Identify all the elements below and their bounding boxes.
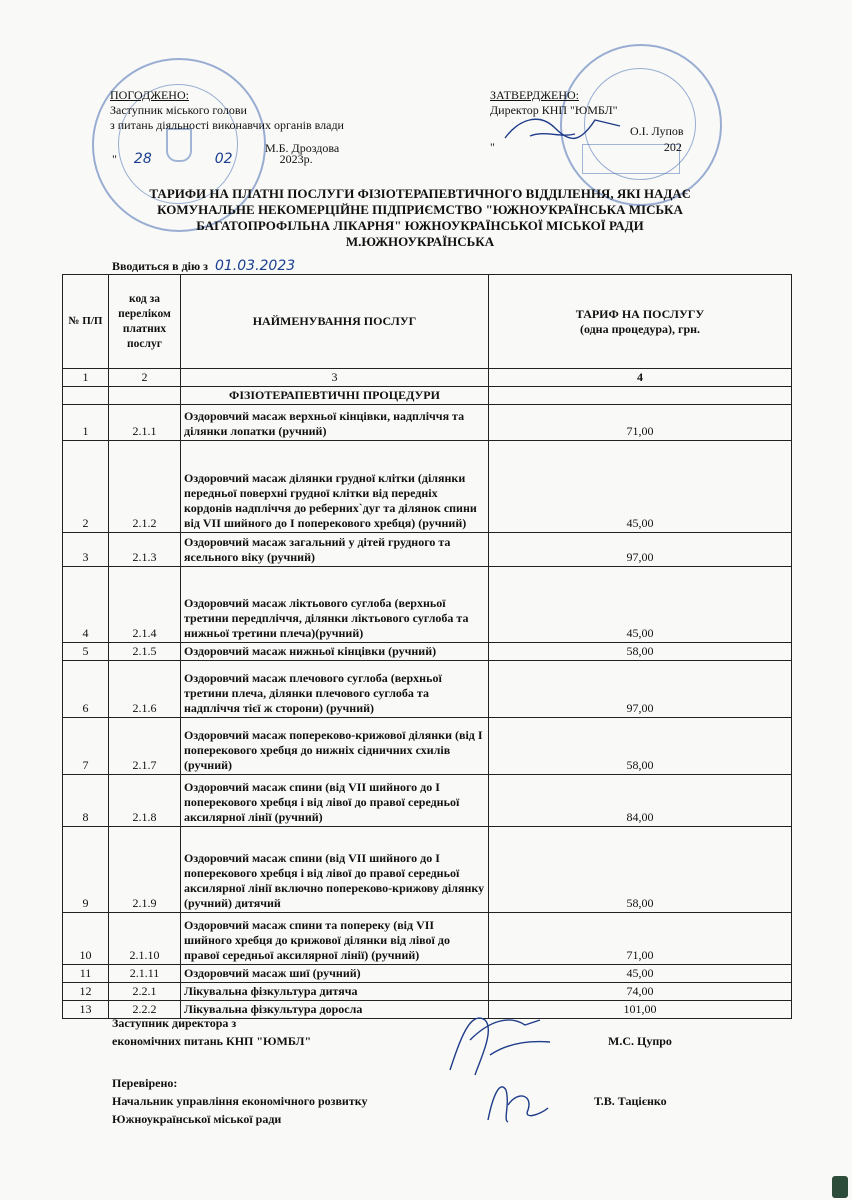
- head-signature: [478, 1070, 558, 1130]
- row-service-name: Оздоровчий масаж верхньої кінцівки, надпліччя та ділянки лопатки (ручний): [181, 405, 489, 441]
- row-service-name: Оздоровчий масаж нижньої кінцівки (ручний): [181, 643, 489, 661]
- row-price: 97,00: [489, 661, 792, 718]
- deputy-line2: економічних питань КНП "ЮМБЛ": [112, 1034, 312, 1048]
- title-line-4: М.ЮЖНОУКРАЇНСЬКА: [345, 234, 495, 249]
- table-row: [63, 775, 792, 827]
- table-header-row: [63, 275, 792, 369]
- row-code: 2.1.8: [109, 775, 181, 827]
- row-service-name: Оздоровчий масаж загальний у дітей грудного та ясельного віку (ручний): [181, 533, 489, 567]
- approval-left-block: [110, 88, 344, 133]
- tariff-table: [62, 274, 792, 1019]
- approval-left-date-month: 02: [214, 151, 233, 167]
- approval-left-name: М.Б. Дроздова: [265, 141, 340, 155]
- director-signature: [500, 108, 630, 148]
- title-line-2: КОМУНАЛЬНЕ НЕКОМЕРЦІЙНЕ ПІДПРИЄМСТВО "ЮЖНОУКРАЇНСЬКА МІСЬКА: [157, 202, 683, 217]
- head-name: Т.В. Тацієнко: [594, 1094, 667, 1108]
- deputy-name: М.С. Цупро: [608, 1034, 672, 1048]
- row-service-name: Оздоровчий масаж плечового суглоба (верхньої третини плеча, ділянки плечового суглоба та надпліччя тієї ж сторони) (ручний): [181, 661, 489, 718]
- table-row: [63, 983, 792, 1001]
- row-price: 71,00: [489, 405, 792, 441]
- row-code: 2.2.1: [109, 983, 181, 1001]
- row-number: 2: [63, 441, 109, 533]
- approval-left-date-quote: ": [112, 152, 117, 166]
- row-price: 45,00: [489, 567, 792, 643]
- row-code: 2.1.10: [109, 913, 181, 965]
- table-row: [63, 643, 792, 661]
- row-price: 84,00: [489, 775, 792, 827]
- effective-date: [112, 258, 295, 274]
- header-tariff: [489, 275, 792, 369]
- row-number: 13: [63, 1001, 109, 1019]
- row-number: 6: [63, 661, 109, 718]
- row-code: 2.1.1: [109, 405, 181, 441]
- row-code: 2.1.5: [109, 643, 181, 661]
- section-cell-empty: [63, 387, 109, 405]
- table-row: [63, 441, 792, 533]
- row-number: 4: [63, 567, 109, 643]
- row-service-name: Оздоровчий масаж спини та попереку (від VII шийного хребця до крижової ділянки від лівої до правої середньої аксилярної лінії) (ручний): [181, 913, 489, 965]
- checked-label: Перевірено:: [112, 1076, 178, 1090]
- row-number: 5: [63, 643, 109, 661]
- row-service-name: Оздоровчий масаж спини (від VII шийного до I поперекового хребця і від лівої до правої середньої аксилярної лінії (ручний): [181, 775, 489, 827]
- row-service-name: Оздоровчий масаж ліктьового суглоба (верхньої третини передпліччя, ділянки ліктьового суглоба та нижньої третини плеча)(ручний): [181, 567, 489, 643]
- row-number: 10: [63, 913, 109, 965]
- approval-right-name: О.І. Лупов: [630, 124, 684, 138]
- row-service-name: Оздоровчий масаж шиї (ручний): [181, 965, 489, 983]
- approval-left-date-year: 2023р.: [279, 152, 313, 166]
- row-number: 11: [63, 965, 109, 983]
- col-number: 2: [109, 369, 181, 387]
- table-row: [63, 913, 792, 965]
- row-number: 8: [63, 775, 109, 827]
- effective-label: Вводиться в дію з: [112, 259, 208, 273]
- approval-left-date: [112, 152, 313, 167]
- approval-left-line2: з питань діяльності виконавчих органів влади: [110, 118, 344, 132]
- checked-block: [112, 1074, 367, 1128]
- table-row: [63, 718, 792, 775]
- row-price: 101,00: [489, 1001, 792, 1019]
- col-number: 3: [181, 369, 489, 387]
- approval-left-heading: ПОГОДЖЕНО:: [110, 88, 189, 102]
- effective-date-value: 01.03.2023: [214, 258, 296, 274]
- col-number: 4: [489, 369, 792, 387]
- row-code: 2.1.11: [109, 965, 181, 983]
- row-price: 58,00: [489, 827, 792, 913]
- title-line-1: ТАРИФИ НА ПЛАТНІ ПОСЛУГИ ФІЗІОТЕРАПЕВТИЧНОГО ВІДДІЛЕННЯ, ЯКІ НАДАЄ: [149, 186, 691, 201]
- row-price: 58,00: [489, 718, 792, 775]
- section-cell-empty: [109, 387, 181, 405]
- row-number: 1: [63, 405, 109, 441]
- row-service-name: Лікувальна фізкультура дитяча: [181, 983, 489, 1001]
- table-row: [63, 965, 792, 983]
- deputy-signature: [430, 1000, 560, 1080]
- header-num: № П/П: [63, 275, 109, 369]
- column-number-row: [63, 369, 792, 387]
- head-line1: Начальник управління економічного розвитку: [112, 1094, 368, 1108]
- table-row: [63, 827, 792, 913]
- row-price: 58,00: [489, 643, 792, 661]
- row-number: 9: [63, 827, 109, 913]
- title-line-3: БАГАТОПРОФІЛЬНА ЛІКАРНЯ" ЮЖНОУКРАЇНСЬКОЇ МІСЬКОЇ РАДИ: [196, 218, 644, 233]
- section-row: [63, 387, 792, 405]
- approval-right-line1: Директор КНП "ЮМБЛ": [490, 103, 618, 117]
- deputy-line1: Заступник директора з: [112, 1016, 237, 1030]
- row-code: 2.1.9: [109, 827, 181, 913]
- approval-right-date-quote: ": [490, 140, 495, 154]
- header-tariff-line2: (одна процедура), грн.: [579, 321, 701, 336]
- row-code: 2.1.6: [109, 661, 181, 718]
- approval-left-date-day: 28: [133, 151, 152, 167]
- approval-left-line1: Заступник міського голови: [110, 103, 247, 117]
- row-code: 2.1.2: [109, 441, 181, 533]
- row-service-name: Оздоровчий масаж ділянки грудної клітки (ділянки передньої поверхні грудної клітки від передніх кордонів надпліччя до реберних`дуг та ділянок спини від VII шийного до I поперекового хребця) (ручний): [181, 441, 489, 533]
- row-code: 2.1.4: [109, 567, 181, 643]
- deputy-block: [112, 1014, 311, 1050]
- row-service-name: Лікувальна фізкультура доросла: [181, 1001, 489, 1019]
- approval-right-date-year: 202: [663, 140, 682, 154]
- row-code: 2.2.2: [109, 1001, 181, 1019]
- row-price: 74,00: [489, 983, 792, 1001]
- row-price: 45,00: [489, 965, 792, 983]
- header-tariff-line1: ТАРИФ НА ПОСЛУГУ: [575, 306, 705, 321]
- head-line2: Южноукраїнської міської ради: [112, 1112, 282, 1126]
- row-price: 97,00: [489, 533, 792, 567]
- row-code: 2.1.3: [109, 533, 181, 567]
- table-row: [63, 533, 792, 567]
- row-service-name: Оздоровчий масаж спини (від VII шийного до I поперекового хребця і від лівої до правої середньої аксилярної лінії включно попереково-крижову ділянку (ручний) дитячий: [181, 827, 489, 913]
- table-row: [63, 405, 792, 441]
- table-row: [63, 661, 792, 718]
- city-emblem-icon: [832, 1176, 848, 1198]
- row-service-name: Оздоровчий масаж попереково-крижової ділянки (від I поперекового хребця до нижніх сідничних схилів (ручний): [181, 718, 489, 775]
- row-price: 45,00: [489, 441, 792, 533]
- table-row: [63, 567, 792, 643]
- row-code: 2.1.7: [109, 718, 181, 775]
- col-number: 1: [63, 369, 109, 387]
- row-number: 12: [63, 983, 109, 1001]
- header-code: код за переліком платних послуг: [109, 275, 181, 369]
- row-number: 7: [63, 718, 109, 775]
- header-name: НАЙМЕНУВАННЯ ПОСЛУГ: [181, 275, 489, 369]
- section-cell-empty: [489, 387, 792, 405]
- document-title: [60, 186, 780, 250]
- row-price: 71,00: [489, 913, 792, 965]
- row-number: 3: [63, 533, 109, 567]
- approval-right-heading: ЗАТВЕРДЖЕНО:: [490, 88, 579, 102]
- section-title: ФІЗІОТЕРАПЕВТИЧНІ ПРОЦЕДУРИ: [181, 387, 489, 405]
